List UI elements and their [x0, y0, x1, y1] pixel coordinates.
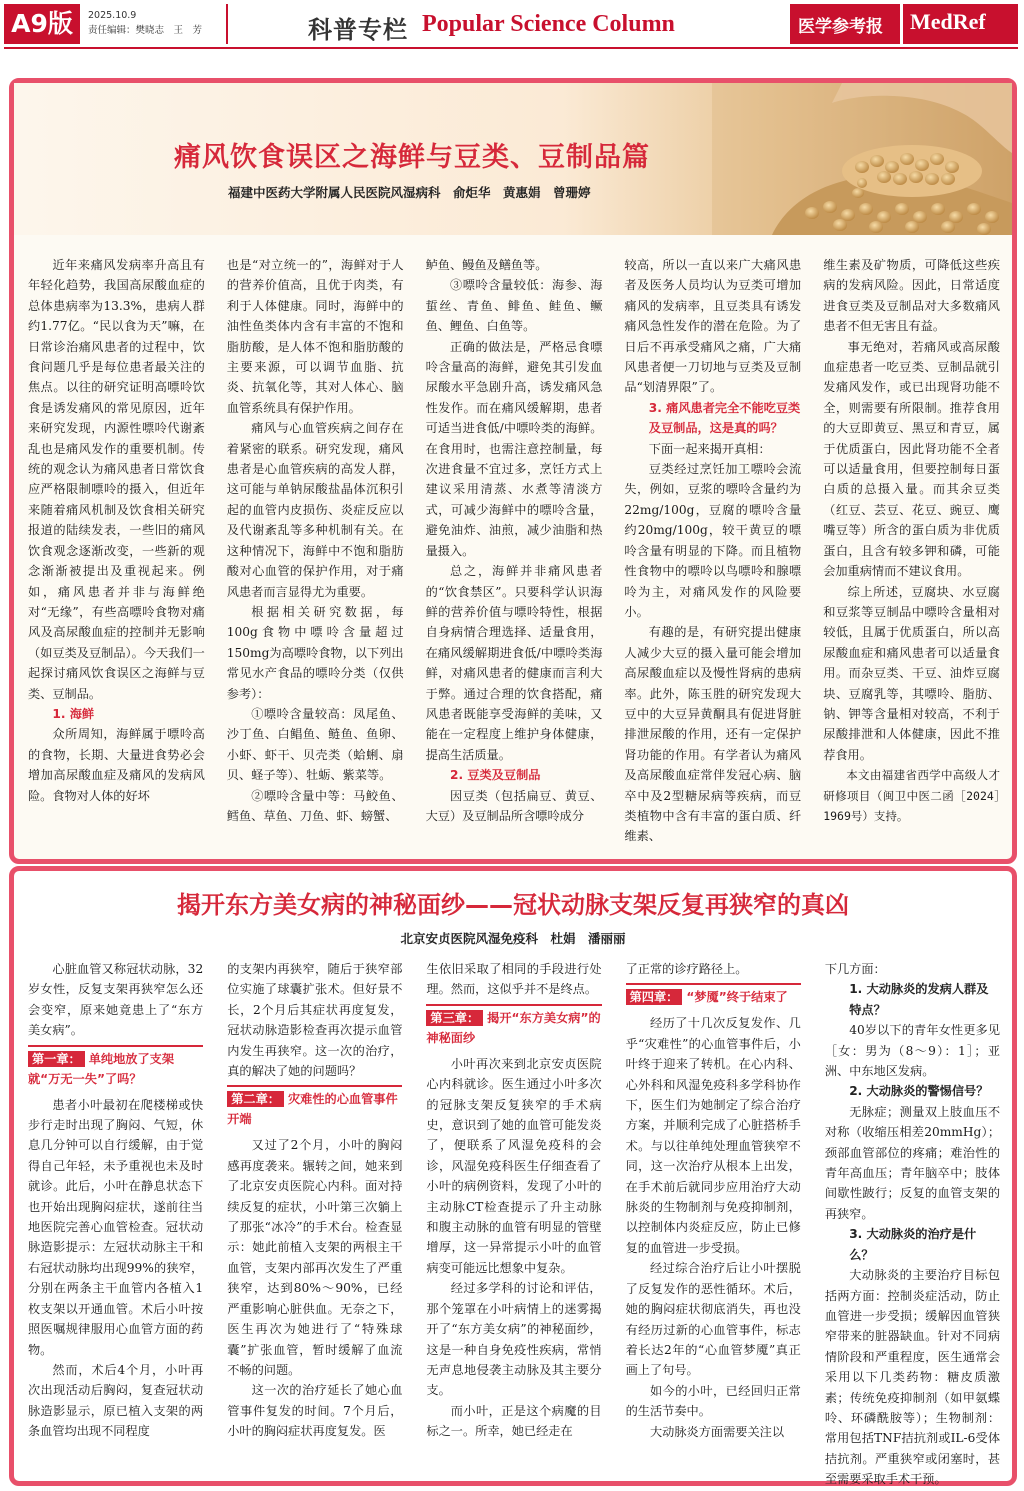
- paragraph: 因豆类（包括扁豆、黄豆、大豆）及豆制品所含嘌呤成分: [425, 788, 603, 823]
- paragraph: ③嘌呤含量较低：海参、海蜇丝、青鱼、鲱鱼、鲑鱼、鳜鱼、鲤鱼、白鱼等。: [425, 278, 603, 334]
- chapter-title: 揭开“东方美女病”的神秘面纱: [426, 1010, 601, 1045]
- brand-name-zh: 医学参考报: [798, 17, 883, 37]
- paragraph: 患者小叶最初在爬楼梯或快步行走时出现了胸闷、气短，休息几分钟可以自行缓解，由于觉得自己年轻，未予重视也未及时就诊。此后，小叶在静息状态下也开始出现胸闷症状，遂前往当地医院完善心血管检查。冠状动脉造影提示：左冠状动脉主干和右冠状动脉均出现99%的狭窄，分别在两条主干血管内各植入1枚支架以开通血管。术后小叶按照医嘱规律服用心血管方面的药物。: [28, 1097, 204, 1357]
- paragraph: 经过多学科的讨论和评估，那个笼罩在小叶病情上的迷雾揭开了“东方美女病”的神秘面纱，这是一种自身免疫性疾病，常悄无声息地侵袭主动脉及其主要分支。: [426, 1281, 602, 1398]
- chapter-label: 第一章：: [28, 1051, 85, 1067]
- funding-note: 本文由福建省西学中高级人才研修项目（闽卫中医二函［2024］1969号）支持。: [823, 768, 1000, 823]
- paragraph: ②嘌呤含量中等：马鲛鱼、鳕鱼、草鱼、刀鱼、虾、螃蟹、: [226, 788, 404, 823]
- question-heading: 3. 大动脉炎的治疗是什么？: [849, 1227, 977, 1262]
- paragraph: 小叶再次来到北京安贞医院心内科就诊。医生通过小叶多次的冠脉支架反复狭窄的手术病史，意识到了她的血管可能发炎了，便联系了风湿免疫科的会诊，风湿免疫科医生仔细查看了小叶的病例资料，发现了小叶的主动脉CT检查提示了升主动脉和腹主动脉的血管有明显的管壁增厚，这一异常提示小叶的血管病变可能远比想象中复杂。: [426, 1056, 602, 1275]
- masthead: [0, 0, 1024, 48]
- paragraph: 而小叶，正是这个病魔的目标之一。所幸，她已经走在: [426, 1403, 602, 1439]
- paragraph: 如今的小叶，已经回归正常的生活节奏中。: [625, 1383, 801, 1419]
- article-title: 揭开东方美女病的神秘面纱——冠状动脉支架反复再狭窄的真凶: [177, 891, 849, 919]
- paragraph: 然而，术后4个月，小叶再次出现活动后胸闷，复查冠状动脉造影显示，原已植入支架的两条血管均出现不同程度: [28, 1362, 204, 1439]
- chapter-label: 第二章：: [227, 1091, 284, 1107]
- issue-meta: [88, 8, 218, 38]
- question-heading: 1. 大动脉炎的发病人群及特点？: [849, 982, 989, 1017]
- text-column: [227, 255, 404, 851]
- paragraph: 生依旧采取了相同的手段进行处理。然而，这似乎并不是终点。: [426, 962, 602, 997]
- paragraph: 有趣的是，有研究提出健康人减少大豆的摄入量可能会增加高尿酸血症以及慢性肾病的患病率。此外，陈玉胜的研究发现大豆中的大豆异黄酮具有促进肾脏排泄尿酸的作用，还有一定保护肾功能的作用。有学者认为痛风及高尿酸血症常伴发冠心病、脑卒中及2型糖尿病等疾病，而豆类植物中含有丰富的蛋白质、纤维素、: [624, 625, 802, 844]
- paragraph: 豆类经过烹饪加工嘌呤会流失，例如，豆浆的嘌呤含量约为22mg/100g，豆腐的嘌呤含量约20mg/100g，较干黄豆的嘌呤含量有明显的下降。而且植物性食物中的嘌呤以鸟嘌呤和腺嘌呤为主，对痛风发作的风险要小。: [624, 462, 802, 619]
- paragraph: 的支架内再狭窄，随后于狭窄部位实施了球囊扩张术。但好景不长，2个月后其症状再度复发，冠状动脉造影检查再次提示血管内发生再狭窄。这一次的治疗，真的解决了她的问题吗？: [227, 962, 403, 1079]
- chapter-heading: [426, 1004, 601, 1050]
- chapter-label: 第四章：: [626, 989, 683, 1005]
- paragraph: 近年来痛风发病率升高且有年轻化趋势，我国高尿酸血症的总体患病率为13.3%，患病人群约1.77亿。“民以食为天”嘛，在日常诊治痛风患者的过程中，饮食问题几乎是每位患者最关注的焦点。以往的研究证明高嘌呤饮食是诱发痛风的常见原因，近年来研究发现，内源性嘌呤代谢紊乱也是痛风发作的重要机制。传统的观念认为痛风患者日常饮食应严格限制嘌呤的摄入，但近年来随着痛风机制及饮食相关研究报道的陆续发表，一些旧的痛风饮食观念逐渐改变，一些新的观念渐渐被提出及重视起来。例如，痛风患者并非与海鲜绝对“无缘”，有些高嘌呤食物对痛风及高尿酸血症的控制并无影响（如豆类及豆制品）。今天我们一起探讨痛风饮食误区之海鲜与豆类、豆制品。: [28, 258, 205, 701]
- text-column: [28, 255, 205, 851]
- text-column: [823, 255, 1000, 851]
- paragraph: 总之，海鲜并非痛风患者的“饮食禁区”。只要科学认识海鲜的营养价值与嘌呤特性，根据自身病情合理选择、适量食用，在痛风缓解期进食低/中嘌呤类海鲜，对痛风患者的健康而言利大于弊。通过合理的饮食搭配，痛风患者既能享受海鲜的美味，又能在一定程度上维护身体健康，提高生活质量。: [425, 564, 603, 762]
- column-name-zh: 科普专栏: [308, 16, 408, 44]
- article-body: [28, 959, 1001, 1487]
- chapter-title: “梦魇”终于结束了: [686, 990, 788, 1005]
- brand-logo: [790, 4, 1018, 44]
- paragraph: 无脉症；测量双上肢血压不对称（收缩压相差20mmHg）；颈部血管部位的疼痛；难治性的青年高血压；青年脑卒中；肢体间歇性跛行；反复的血管支架的再狭窄。: [824, 1104, 1001, 1221]
- text-column: [28, 959, 203, 1469]
- column-name-en: Popular Science Column: [422, 11, 675, 37]
- section-heading: 2. 豆类及豆制品: [449, 768, 541, 783]
- page-number: A9版: [4, 4, 80, 44]
- text-column: [624, 255, 801, 851]
- paragraph: 经历了十几次反复发作、几乎“灾难性”的心血管事件后，小叶终于迎来了转机。在心内科、心外科和风湿免疫科多学科协作下，医生们为她制定了综合治疗方案，并顺利完成了心脏搭桥手术。与以往单纯处理血管狭窄不同，这一次治疗从根本上出发，在手术前后就同步应用治疗大动脉炎的生物制剂与免疫抑制剂，以控制体内炎症反应，防止已修复的血管进一步受损。: [625, 1016, 801, 1255]
- paragraph: 这一次的治疗延长了她心血管事件复发的时间。7个月后，小叶的胸闷症状再度复发。医: [227, 1383, 403, 1439]
- article-takayasu: [9, 866, 1017, 1486]
- text-column: [824, 959, 1001, 1487]
- article-byline: 福建中医药大学附属人民医院风湿病科 俞炬华 黄惠娟 曾珊婷: [228, 185, 591, 200]
- paragraph: ①嘌呤含量较高：凤尾鱼、沙丁鱼、白鲳鱼、鲢鱼、鱼卵、小虾、虾干、贝壳类（蛤蜊、扇贝、蛏子等）、牡蛎、紫菜等。: [226, 706, 404, 783]
- soybeans-hand-image: [712, 83, 1012, 235]
- paragraph: 心脏血管又称冠状动脉，32岁女性，反复支架再狭窄怎么还会变窄，原来她竟患上了“东方美女病”。: [28, 962, 204, 1038]
- chapter-title: 单纯地放了支架就“万无一失”了吗？: [28, 1051, 175, 1086]
- paragraph: 经过综合治疗后让小叶摆脱了反复发作的恶性循环。术后，她的胸闷症状彻底消失，再也没有经历过新的心血管事件，标志着长达2年的“心血管梦魇”真正画上了句号。: [625, 1261, 801, 1378]
- masthead-rule: [4, 47, 1018, 49]
- article-byline: 北京安贞医院风湿免疫科 杜娟 潘丽丽: [400, 931, 626, 946]
- paragraph: 综上所述，豆腐块、水豆腐和豆浆等豆制品中嘌呤含量相对较低，且属于优质蛋白，所以高尿酸血症和痛风患者可以适量食用。而杂豆类、干豆、油炸豆腐块、豆腐乳等，其嘌呤、脂肪、钠、钾等含量相对较高，不利于尿酸排泄和人体健康，因此不推荐食用。: [823, 584, 1000, 762]
- chapter-label: 第三章：: [426, 1010, 483, 1026]
- paragraph: 又过了2个月，小叶的胸闷感再度袭来。辗转之间，她来到了北京安贞医院心内科。面对持续反复的症状，小叶第三次躺上了那张“冰冷”的手术台。检查显示：她此前植入支架的两根主干血管，支架内部再次发生了严重狭窄，达到80%～90%，已经严重影响心脏供血。无奈之下，医生再次为她进行了“特殊球囊”扩张血管，暂时缓解了血流不畅的问题。: [227, 1138, 403, 1377]
- chapter-heading: [626, 983, 801, 1009]
- paragraph: 众所周知，海鲜属于嘌呤高的食物，长期、大量进食势必会增加高尿酸血症及痛风的发病风险。食物对人体的好坏: [28, 727, 205, 803]
- paragraph: 鲈鱼、鳗鱼及鳝鱼等。: [425, 258, 548, 272]
- text-column: [426, 255, 603, 851]
- article-body: [28, 255, 1000, 851]
- brand-separator: [900, 4, 903, 44]
- paragraph: 也是“对立统一的”，海鲜对于人的营养价值高，且优于肉类，有利于人体健康。同时，海鲜中的油性鱼类体内含有丰富的不饱和脂肪酸，是人体不饱和脂肪酸的主要来源，可以调节血脂、抗炎、抗氧化等，其对人体心、脑血管系统具有保护作用。: [226, 258, 404, 415]
- paragraph: 下面一起来揭开真相：: [648, 441, 771, 456]
- section-heading: 3. 痛风患者完全不能吃豆类及豆制品，这是真的吗？: [648, 400, 801, 436]
- paragraph: 较高，所以一直以来广大痛风患者及医务人员均认为豆类可增加痛风的发病率，且豆类具有诱发痛风急性发作的潜在危险。为了日后不再承受痛风之痛，广大痛风患者便一刀切地与豆类及豆制品“划清界限”了。: [624, 258, 802, 395]
- paragraph: 正确的做法是，严格忌食嘌呤含量高的海鲜，避免其引发血尿酸水平急剧升高，诱发痛风急性发作。而在痛风缓解期，患者可适当进食低/中嘌呤类的海鲜。在食用时，也需注意控制量，每次进食量不宜过多，烹饪方式上建议采用清蒸、水煮等清淡方式，可减少海鲜中的嘌呤含量，避免油炸、油煎，减少油脂和热量摄入。: [425, 339, 603, 558]
- column-name: [226, 4, 788, 44]
- paragraph: 大动脉炎方面需要关注以: [650, 1424, 785, 1439]
- text-column: [626, 959, 801, 1469]
- chapter-title: 灾难性的心血管事件开端: [227, 1092, 398, 1127]
- article-gout-diet: [9, 78, 1017, 864]
- chapter-heading: [28, 1045, 203, 1091]
- text-column: [227, 959, 402, 1469]
- editors: 责任编辑：樊晓志 王 芳: [88, 25, 203, 36]
- text-column: [426, 959, 601, 1469]
- paragraph: 大动脉炎的主要治疗目标包括两方面：控制炎症活动，防止血管进一步受损；缓解因血管狭窄带来的脏器缺血。针对不同病情阶段和严重程度，医生通常会采用以下几类药物：糖皮质激素；传统免疫抑制剂（如甲氨蝶呤、环磷酰胺等）；生物制剂：常用包括TNF拮抗剂或IL-6受体拮抗剂。严重狭窄或闭塞时，甚至需要采取手术干预。: [824, 1268, 1001, 1487]
- brand-name-en: MedRef: [910, 9, 986, 34]
- question-heading: 2. 大动脉炎的警惕信号？: [849, 1084, 989, 1099]
- paragraph: 根据相关研究数据，每100g食物中嘌呤含量超过150mg为高嘌呤食物，以下列出常见水产食品的嘌呤分类（仅供参考）：: [226, 604, 404, 701]
- paragraph: 40岁以下的青年女性更多见［女：男为（8～9）：1］；亚洲、中东地区发病。: [824, 1023, 1001, 1079]
- paragraph: 了正常的诊疗路径上。: [625, 962, 748, 976]
- article-hero: [14, 83, 1012, 235]
- chapter-heading: [227, 1085, 402, 1131]
- section-heading: 1. 海鲜: [52, 706, 95, 721]
- article-title: 痛风饮食误区之海鲜与豆类、豆制品篇: [174, 142, 650, 173]
- paragraph: 维生素及矿物质，可降低这些疾病的发病风险。因此，日常适度进食豆类及豆制品对大多数痛风患者不但无害且有益。: [823, 258, 1000, 334]
- paragraph: 下几方面：: [824, 962, 886, 976]
- paragraph: 痛风与心血管疾病之间存在着紧密的联系。研究发现，痛风患者是心血管疾病的高发人群，这可能与单钠尿酸盐晶体沉积引起的血管内皮损伤、炎症反应以及代谢紊乱等多种机制有关。在这种情况下，海鲜中不饱和脂肪酸对心血管的保护作用，对于痛风患者而言显得尤为重要。: [226, 421, 404, 599]
- issue-date: 2025.10.9: [88, 10, 137, 21]
- paragraph: 事无绝对，若痛风或高尿酸血症患者一吃豆类、豆制品就引发痛风发作，或已出现肾功能不全，则需要有所限制。推荐食用的大豆即黄豆、黑豆和青豆，属于优质蛋白，因此肾功能不全者可以适量食用，但要控制每日蛋白质的总摄入量。而其余豆类（红豆、芸豆、花豆、豌豆、鹰嘴豆等）所含的蛋白质为非优质蛋白，且含有较多钾和磷，可能会加重病情而不建议食用。: [823, 339, 1000, 579]
